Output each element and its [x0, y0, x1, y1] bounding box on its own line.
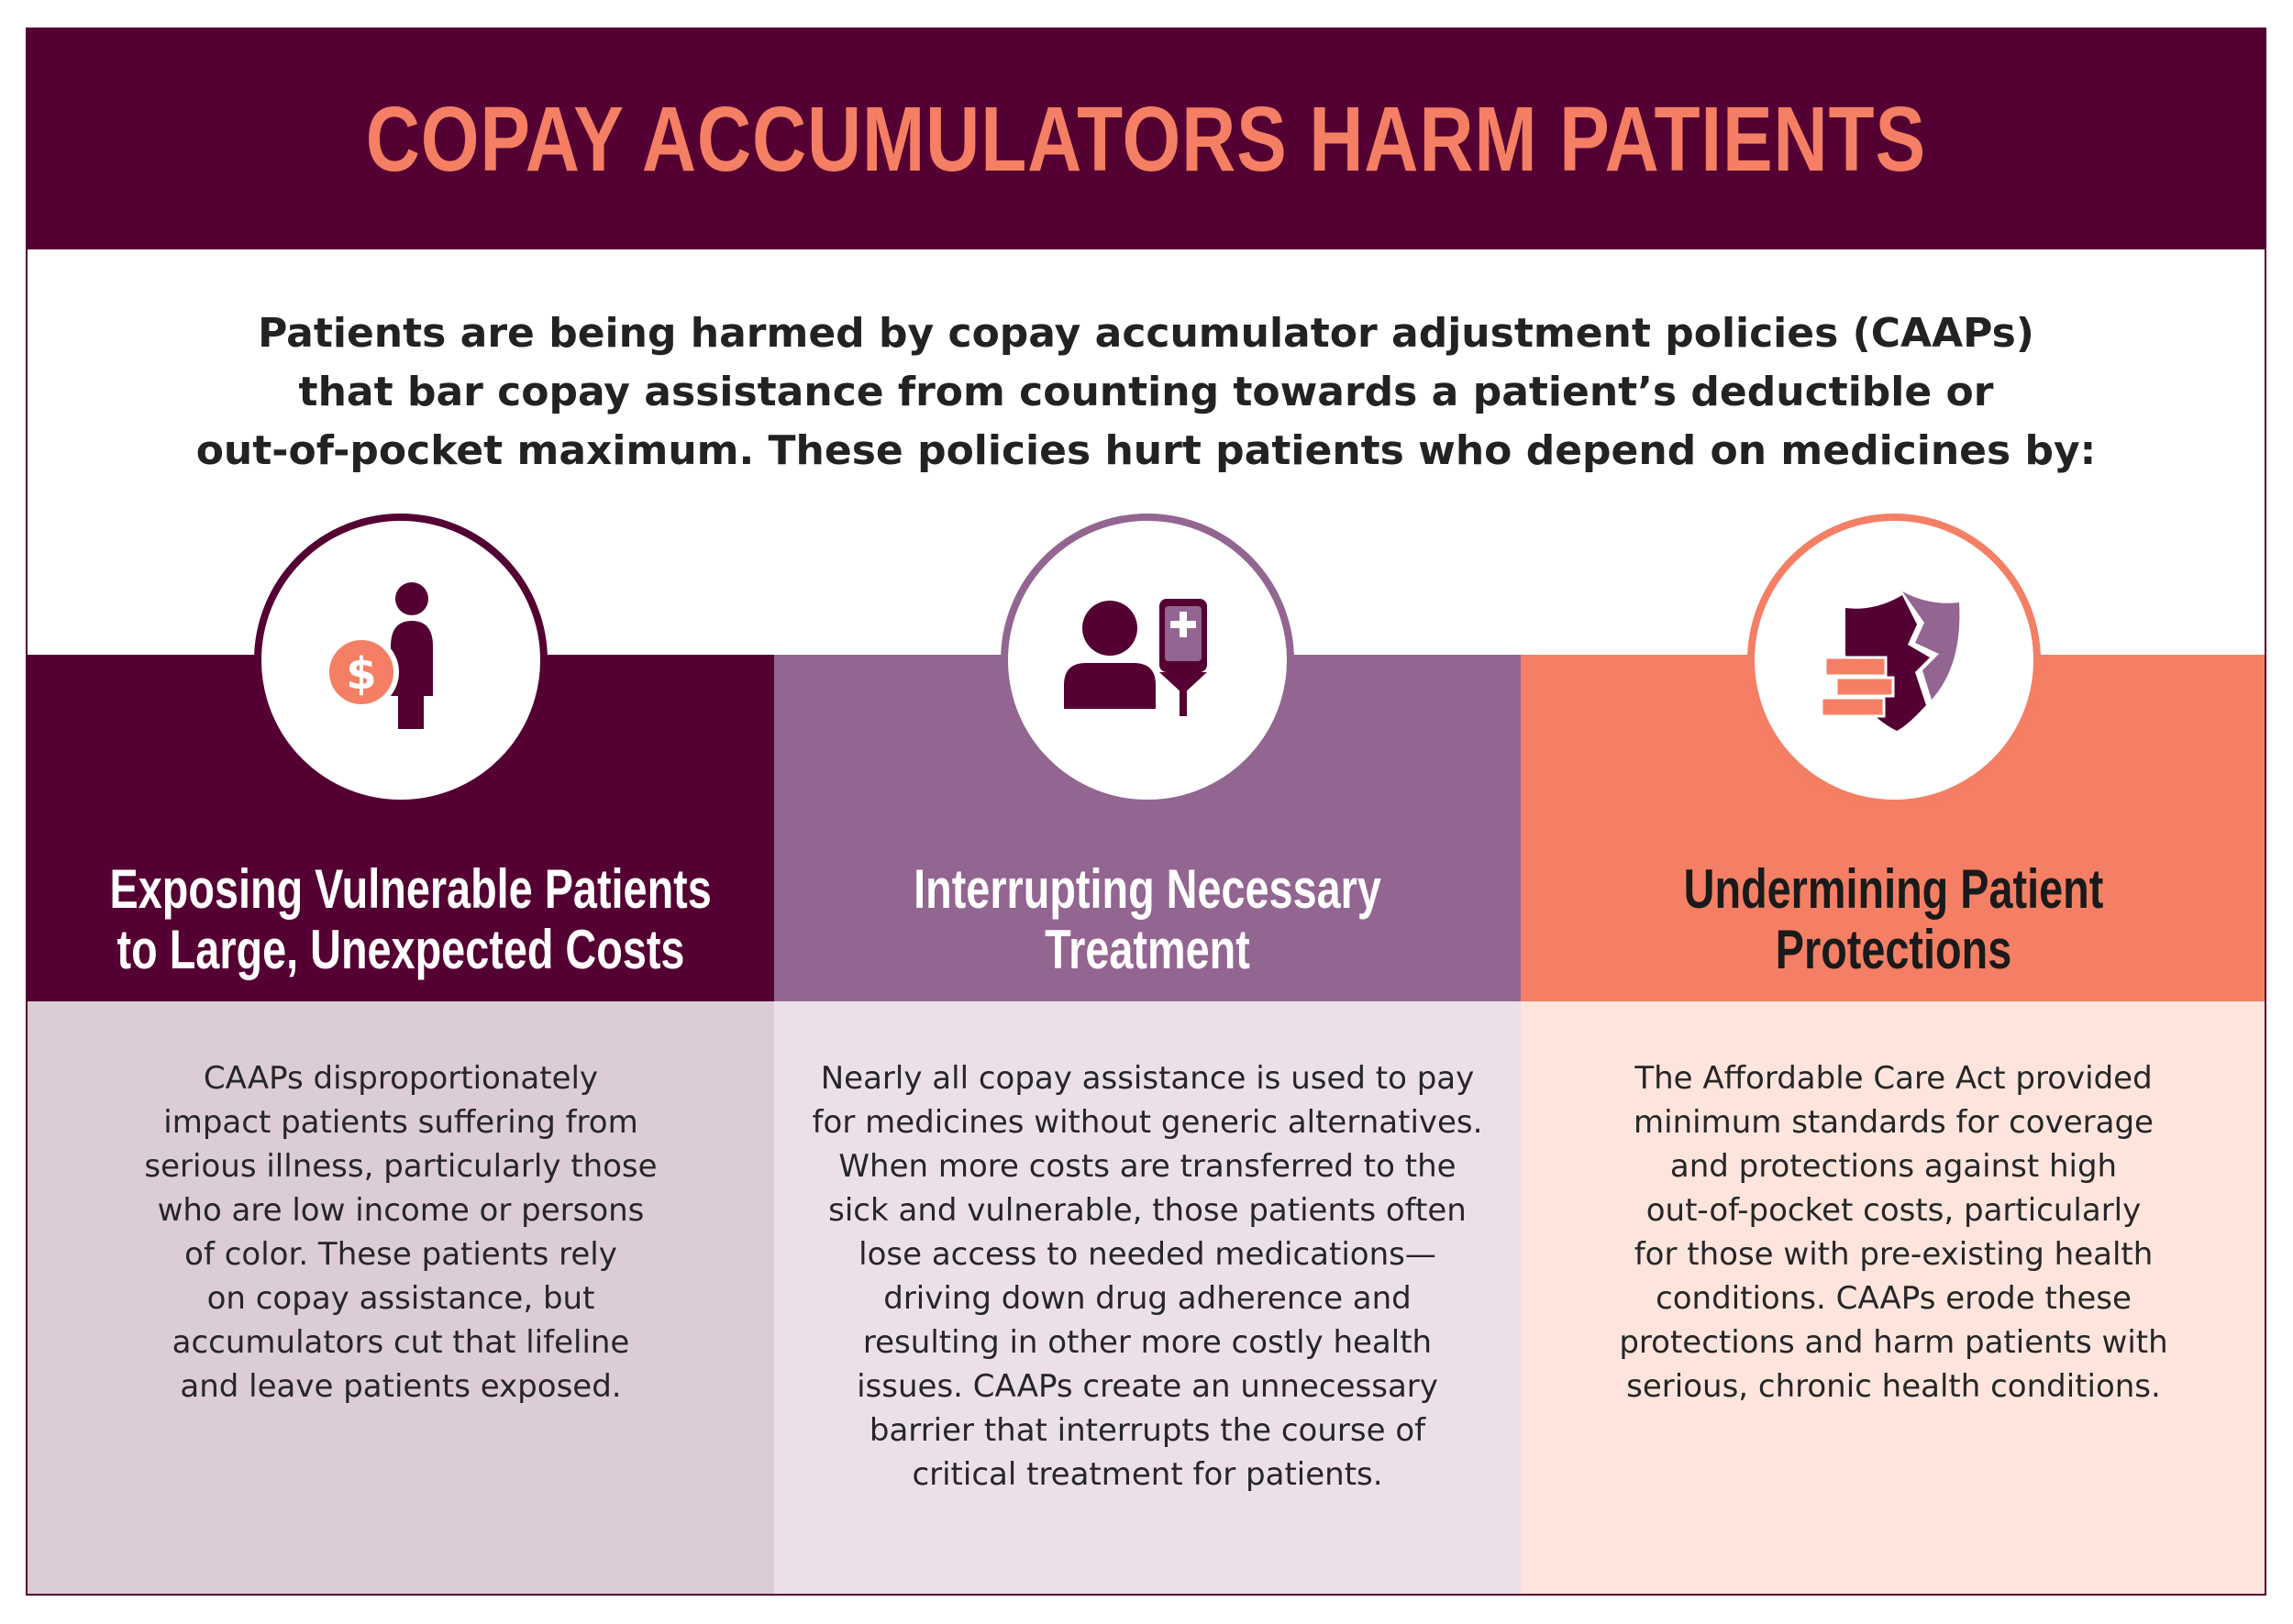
broken-shield-bricks-icon	[1789, 555, 1999, 766]
column-treatment-body	[774, 1056, 1521, 1497]
patient-iv-bag-icon	[1042, 555, 1253, 766]
column-treatment-icon-circle	[1001, 514, 1294, 807]
column-protections-icon-circle	[1747, 514, 2041, 807]
title-banner	[28, 29, 2265, 249]
heading-line: Treatment	[1045, 919, 1250, 980]
column-treatment	[774, 29, 1521, 1596]
infographic-frame	[26, 28, 2266, 1596]
body-line: serious illness, particularly those	[144, 1148, 658, 1185]
body-line: impact patients suffering from	[163, 1104, 638, 1141]
column-protections	[1521, 29, 2266, 1596]
column-protections-body	[1521, 1056, 2266, 1409]
column-treatment-heading	[774, 859, 1521, 980]
body-line: serious, chronic health conditions.	[1626, 1368, 2161, 1405]
body-line: lose access to needed medications—	[858, 1236, 1436, 1273]
person-dollar-coin-icon	[295, 555, 506, 766]
body-line: who are low income or persons	[157, 1192, 645, 1229]
body-line: on copay assistance, but	[206, 1280, 595, 1317]
column-costs-icon-circle	[254, 514, 548, 807]
body-line: for those with pre-existing health	[1634, 1236, 2154, 1273]
heading-line: Interrupting Necessary	[914, 858, 1381, 920]
svg-text:$: $	[346, 648, 377, 700]
heading-line: Undermining Patient	[1683, 858, 2104, 920]
page-title: COPAY ACCUMULATORS HARM PATIENTS	[365, 87, 1927, 191]
body-line: CAAPs disproportionately	[203, 1060, 599, 1097]
body-line: out-of-pocket costs, particularly	[1645, 1192, 2142, 1229]
body-line: When more costs are transferred to the	[838, 1148, 1457, 1185]
body-line: minimum standards for coverage	[1634, 1104, 2154, 1141]
body-line: issues. CAAPs create an unnecessary	[857, 1368, 1438, 1405]
body-line: accumulators cut that lifeline	[172, 1324, 630, 1361]
body-line: protections and harm patients with	[1619, 1324, 2168, 1361]
body-line: sick and vulnerable, those patients often	[828, 1192, 1467, 1229]
column-costs-heading	[28, 859, 774, 980]
body-line: barrier that interrupts the course of	[869, 1412, 1426, 1449]
column-costs	[28, 29, 774, 1596]
body-line: of color. These patients rely	[184, 1236, 617, 1273]
column-costs-body	[28, 1056, 774, 1409]
body-line: conditions. CAAPs erode these	[1656, 1280, 2132, 1317]
body-line: and protections against high	[1669, 1148, 2118, 1185]
heading-line: to Large, Unexpected Costs	[116, 919, 685, 980]
body-line: for medicines without generic alternatives.	[812, 1104, 1483, 1141]
body-line: critical treatment for patients.	[912, 1456, 1383, 1493]
intro-line: out-of-pocket maximum. These policies hurt patients who depend on medicines by:	[195, 427, 2097, 474]
body-line: Nearly all copay assistance is used to pay	[820, 1060, 1475, 1097]
body-line: driving down drug adherence and	[883, 1280, 1412, 1317]
heading-line: Exposing Vulnerable Patients	[109, 858, 712, 920]
intro-line: that bar copay assistance from counting towards a patient’s deductible or	[298, 369, 1994, 415]
body-line: and leave patients exposed.	[180, 1368, 622, 1405]
intro-paragraph	[28, 304, 2265, 481]
body-line: The Affordable Care Act provided	[1634, 1060, 2153, 1097]
column-protections-heading	[1521, 859, 2266, 980]
heading-line: Protections	[1775, 919, 2012, 980]
body-line: resulting in other more costly health	[862, 1324, 1433, 1361]
intro-line: Patients are being harmed by copay accumulator adjustment policies (CAAPs)	[258, 310, 2034, 357]
